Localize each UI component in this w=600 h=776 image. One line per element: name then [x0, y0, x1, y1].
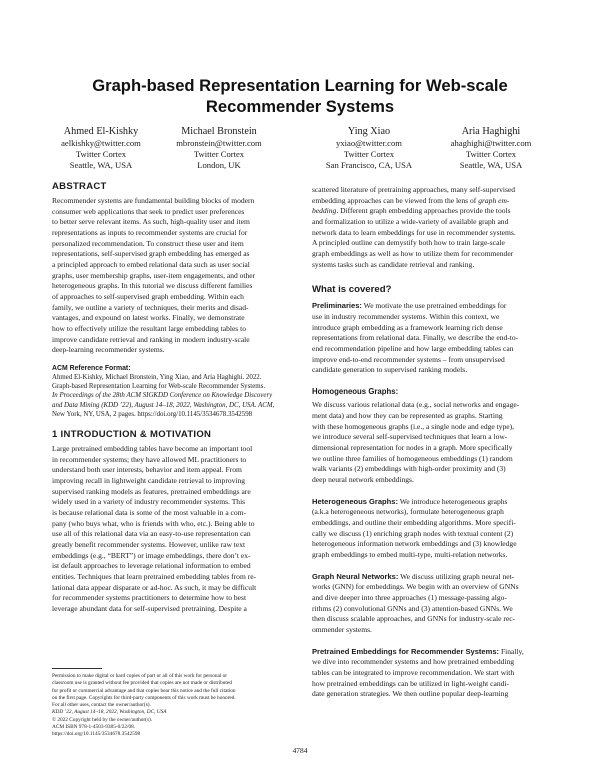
- hetero-line: cally we discuss (1) enriching graph nodes with textual content (2): [312, 528, 514, 538]
- pretrained-paragraph: [312, 647, 558, 700]
- pretrained-line: tables can be integrated to improve recommendation. We start with: [312, 667, 515, 677]
- paper-title: [52, 75, 548, 117]
- left-column: [52, 181, 298, 615]
- gnn-line: rithms (2) convolutional GNNs and (3) attention-based GNNs. We: [312, 603, 513, 613]
- gnn-line: works (GNN) for embeddings. We begin with an overview of GNNs: [312, 582, 519, 592]
- homog-line: We discuss various relational data (e.g., social networks and engage-: [312, 400, 520, 410]
- hetero-line: graph embeddings to embed multi-type, multi-relation networks.: [312, 549, 508, 559]
- page-number: 4784: [292, 746, 308, 755]
- homog-line: walk variants (2) embeddings with high-order proximity and (3): [312, 464, 506, 474]
- hetero-line: embeddings, and outline their embedding algorithms. More specifi-: [312, 518, 516, 527]
- footnote-line: © 2022 Copyright held by the owner/author(s).: [52, 716, 153, 723]
- intro-line: pany (who buys what, who is friends with who, etc.). Being able to: [52, 518, 255, 528]
- abstract-body: [52, 196, 298, 356]
- acm-ref-line: Graph-based Representation Learning for Web-scale Recommender Systems.: [52, 383, 266, 391]
- pretrained-line: we dive into recommender systems and how pretrained embedding: [312, 657, 515, 667]
- intro-line: supervised ranking models as features, pretrained embeddings are: [52, 486, 251, 496]
- acm-ref-line: Ahmed El-Kishky, Michael Bronstein, Ying Xiao, and Aria Haghighi. 2022.: [52, 374, 262, 382]
- author-email[interactable]: yxiao@twitter.com: [336, 138, 402, 148]
- abstract-line: how to effectively utilize the resultant large embedding tables to: [52, 323, 246, 333]
- prelim-line: use in industry recommender systems. Within this context, we: [312, 311, 500, 321]
- right-column: [312, 185, 558, 700]
- intro-cont-emph: graph em-: [478, 195, 510, 205]
- author-location: London, UK: [197, 160, 241, 171]
- author-location: San Francisco, CA, USA: [325, 160, 413, 171]
- prelim-line: improve end-to-end recommender systems – from unsupervised: [312, 354, 505, 364]
- homog-line: with these homogeneous graphs (i.e., a single node and edge type),: [312, 421, 515, 431]
- homog-line: ment data) and how they can be represented as graphs. Starting: [312, 411, 503, 421]
- abstract-line: deep-learning recommender systems.: [52, 345, 165, 355]
- pretrained-label: Pretrained Embeddings for Recommender Systems:: [312, 646, 500, 656]
- intro-cont-emph: bedding: [312, 206, 337, 216]
- prelim-line: [312, 301, 558, 312]
- footnote-line: classroom use is granted without fee provided that copies are not made or distributed: [52, 680, 232, 687]
- prelim-line: representations from relational data. Finally, we describe the end-to-: [312, 333, 519, 343]
- author-email[interactable]: ahaghighi@twitter.com: [450, 138, 532, 148]
- author-block: [426, 125, 556, 172]
- abstract-line: personalized recommendation. To construct these user and item: [52, 238, 244, 248]
- intro-line: greatly benefit recommender systems. However, unlike raw text: [52, 539, 246, 549]
- intro-line: is because relational data is some of the most valuable in a com-: [52, 508, 247, 517]
- author-name: Ahmed El-Kishky: [63, 126, 139, 137]
- abstract-heading: ABSTRACT: [52, 181, 107, 192]
- abstract-line: to better serve relevant items. As such, high-quality user and item: [52, 217, 250, 227]
- preliminaries-paragraph: [312, 301, 558, 376]
- gnn-line: ommender systems.: [312, 624, 372, 634]
- copyright-footnote: [52, 673, 298, 739]
- acm-reference: [52, 364, 298, 419]
- author-location: Seattle, WA, USA: [459, 160, 523, 171]
- abstract-line: representations, self-supervised graph embedding has emerged as: [52, 249, 250, 259]
- abstract-line: Recommender systems are fundamental building blocks of modern: [52, 196, 255, 205]
- gnn-line: [312, 572, 558, 583]
- abstract-line: vantages, and expound on latest works. Finally, we demonstrate: [52, 313, 245, 323]
- footnote-line: on the first page. Copyrights for third-party components of this work must be honored.: [52, 694, 236, 701]
- author-name: Michael Bronstein: [181, 126, 257, 137]
- intro-line: leverage abundant data for self-supervised pretraining. Despite a: [52, 603, 247, 613]
- intro-cont-line: systems tasks such as candidate retrieval and ranking.: [312, 259, 475, 269]
- acm-ref-heading: ACM Reference Format:: [52, 364, 131, 372]
- intro-cont-line: A principled outline can demystify both how to train large-scale: [312, 238, 505, 248]
- intro-line: Large pretrained embedding tables have become an important tool: [52, 444, 253, 454]
- acm-ref-line: and Data Mining (KDD ’22), August 14–18, 2022, Washington, DC, USA. ACM,: [52, 401, 275, 409]
- hetero-line: heterogeneous information network embeddings and (3) knowledge: [312, 539, 517, 549]
- prelim-label: Preliminaries:: [312, 301, 362, 311]
- hetero-label: Heterogeneous Graphs:: [312, 496, 398, 506]
- footnote-line: ACM ISBN 978-1-4503-9385-0/22/08.: [52, 724, 136, 731]
- intro-heading: 1 INTRODUCTION & MOTIVATION: [52, 429, 212, 441]
- footnote-line: KDD ’22, August 14–18, 2022, Washington, DC, USA: [52, 709, 167, 716]
- intro-line: ist default approaches to leverage relational information to embed: [52, 561, 251, 571]
- intro-cont-text: . Different graph embedding approaches provide the tools: [336, 206, 511, 216]
- author-block: [36, 125, 166, 172]
- intro-cont-text: embedding approaches can be viewed from the lens of: [312, 195, 479, 205]
- abstract-line: heterogeneous graphs. In this tutorial we discuss different families: [52, 281, 253, 291]
- homog-line: deep neural network embeddings.: [312, 475, 414, 485]
- intro-line: embeddings (e.g., “BERT”) or image embeddings, there don’t ex-: [52, 550, 251, 560]
- pretrained-text: Finally,: [499, 646, 524, 656]
- title-line: Recommender Systems: [205, 97, 395, 116]
- gnn-paragraph: [312, 572, 558, 636]
- hetero-line: (a.k.a heterogeneous networks), formulate heterogeneous graph: [312, 507, 504, 517]
- intro-cont-line: network data to learn embeddings for use in recommender systems.: [312, 227, 516, 237]
- abstract-line: graphs, user membership graphs, user-item engagements, and other: [52, 270, 256, 280]
- gnn-line: then discuss scalable approaches, and GNNs for industry-scale rec-: [312, 614, 516, 624]
- intro-line: in recommender systems; they have allowed ML practitioners to: [52, 454, 247, 464]
- author-block: [304, 125, 434, 172]
- acm-ref-line: In Proceedings of the 28th ACM SIGKDD Conference on Knowledge Discovery: [52, 392, 273, 400]
- abstract-line: consumer web applications that seek to predict user preferences: [52, 206, 245, 216]
- homog-line: dimensional representation for nodes in a graph. More specifically: [312, 443, 513, 453]
- author-block: [154, 125, 284, 172]
- pretrained-line: how pretrained embeddings can be utilized in light-weight candi-: [312, 678, 509, 688]
- acm-ref-doi[interactable]: New York, NY, USA, 2 pages. https://doi.org/10.1145/3534678.3542598: [52, 410, 253, 418]
- abstract-line: representations as inputs to recommender systems are crucial for: [52, 227, 248, 237]
- intro-line: lational data appear disparate or ad-hoc. As such, it may be difficult: [52, 582, 257, 592]
- prelim-line: end recommendation pipeline and how large embedding tables can: [312, 343, 514, 353]
- author-affiliation: Twitter Cortex: [75, 149, 127, 160]
- homogeneous-heading: Homogeneous Graphs:: [312, 386, 399, 396]
- intro-cont-line: and formalization to utilize a wide-variety of available graph and: [312, 216, 509, 226]
- intro-continued: [312, 185, 558, 270]
- author-email[interactable]: aelkishky@twitter.com: [61, 138, 141, 148]
- title-line: Graph-based Representation Learning for Web-scale: [92, 76, 508, 95]
- intro-line: entities. Techniques that learn pretrained embedding tables from re-: [52, 571, 257, 581]
- intro-cont-line: [312, 196, 558, 207]
- author-name: Aria Haghighi: [461, 126, 521, 137]
- abstract-line: family, we outline a variety of techniques, their merits and disad-: [52, 302, 249, 312]
- author-name: Ying Xiao: [347, 126, 391, 137]
- intro-cont-line: scattered literature of pretraining approaches, many self-supervised: [312, 185, 516, 194]
- gnn-text: We discuss utilizing graph neural net-: [398, 571, 515, 581]
- gnn-line: and dive deeper into three approaches (1) message-passing algo-: [312, 592, 507, 602]
- hetero-line: [312, 497, 558, 508]
- abstract-line: improve candidate retrieval and ranking in modern industry-scale: [52, 334, 250, 344]
- intro-line: improving recall in lightweight candidate retrieval to improving: [52, 476, 246, 486]
- intro-line: understand both user interests, behavior and item appeal. From: [52, 465, 242, 475]
- author-affiliation: Twitter Cortex: [193, 149, 245, 160]
- footnote-doi[interactable]: https://doi.org/10.1145/3534678.3542598: [52, 731, 141, 738]
- hetero-text: We introduce heterogeneous graphs: [397, 496, 508, 506]
- abstract-line: of approaches to self-supervised graph embedding. Within each: [52, 291, 244, 301]
- pretrained-line: date generation strategies. We then outline popular deep-learning: [312, 689, 509, 699]
- homog-line: we outline three families of homogeneous embeddings (1) random: [312, 453, 513, 463]
- author-affiliation: Twitter Cortex: [465, 149, 517, 160]
- prelim-line: introduce graph embedding as a framework learning rich dense: [312, 322, 503, 332]
- intro-line: widely used in a variety of industry recommender systems. This: [52, 497, 246, 507]
- gnn-label: Graph Neural Networks:: [312, 571, 399, 581]
- abstract-line: a principled approach to embed relational data such as user social: [52, 259, 250, 269]
- author-affiliation: Twitter Cortex: [343, 149, 395, 160]
- footnote-line: For all other uses, contact the owner/author(s).: [52, 702, 151, 709]
- footnote-line: for profit or commercial advantage and that copies bear this notice and the full citation: [52, 687, 236, 694]
- intro-body: [52, 444, 298, 615]
- prelim-line: candidate generation to supervised ranking models.: [312, 365, 468, 375]
- intro-cont-line: graph embeddings as well as how to utilize them for recommender: [312, 248, 514, 258]
- footnote-rule: [52, 668, 102, 669]
- footnote-line: Permission to make digital or hard copies of part or all of this work for personal or: [52, 673, 228, 679]
- homog-line: we introduce several self-supervised techniques that learn a low-: [312, 432, 508, 442]
- heterogeneous-paragraph: [312, 497, 558, 561]
- prelim-text: We motivate the use pretrained embeddings for: [361, 301, 507, 311]
- author-location: Seattle, WA, USA: [69, 160, 133, 171]
- covered-heading: What is covered?: [312, 284, 392, 296]
- homogeneous-paragraph: [312, 400, 558, 485]
- intro-cont-line: [312, 206, 558, 217]
- intro-line: for recommender systems practitioners to determine how to best: [52, 593, 247, 603]
- author-email[interactable]: mbronstein@twitter.com: [176, 138, 262, 148]
- intro-line: use all of this relational data via an easy-to-use representation can: [52, 529, 251, 539]
- pretrained-line: [312, 647, 558, 658]
